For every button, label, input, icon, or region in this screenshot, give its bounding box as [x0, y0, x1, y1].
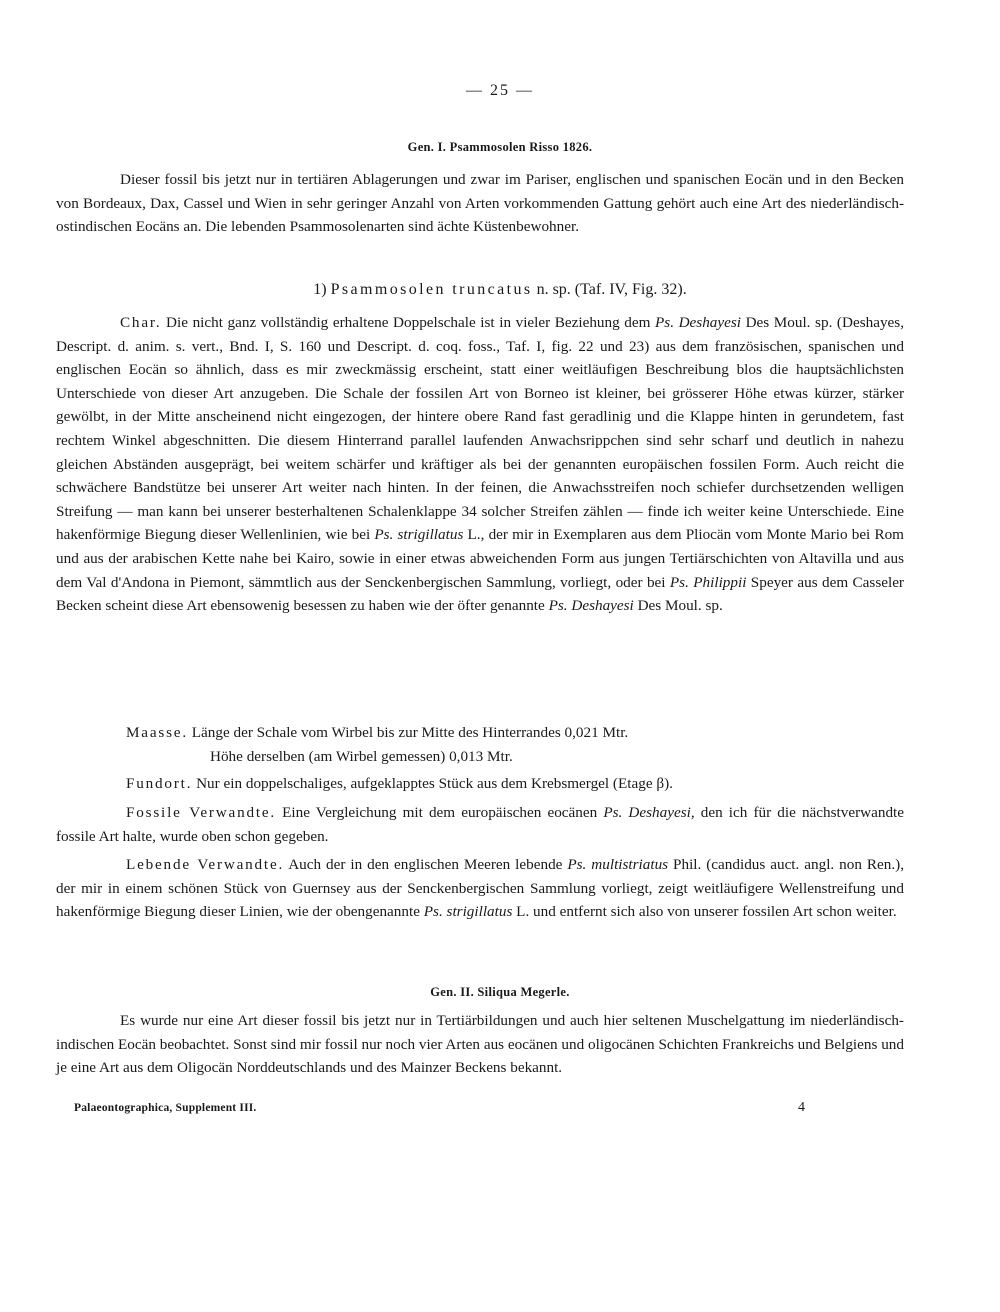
fundort-text: Nur ein doppelschaliges, aufgeklapptes Stück aus dem Krebsmergel (Etage β). [192, 775, 673, 792]
fundort-label: Fundort. [126, 775, 193, 792]
taxon-name: Ps. Deshayesi [603, 804, 691, 821]
taxon-name: Ps. strigillatus [374, 526, 464, 544]
species-author: n. sp. [536, 281, 571, 298]
fossile-verwandte-label: Fossile Verwandte. [126, 804, 277, 821]
text-run: Des Moul. sp. [633, 597, 723, 615]
maasse-height: Höhe derselben (am Wirbel gemessen) 0,013 Mtr. [210, 748, 513, 765]
species-number: 1) [313, 281, 327, 298]
maasse-label: Maasse. [126, 724, 188, 741]
taxon-name: Ps. Deshayesi [655, 314, 741, 331]
species-plate-reference: (Taf. IV, Fig. 32). [574, 281, 687, 298]
genus-heading-siliqua: Gen. II. Siliqua Megerle. [430, 985, 570, 999]
text-run: L., der mir in Exemplaren aus dem Pliocän vom Monte Mario bei Rom und aus der arabischen Kette nahe bei Kairo, sowie in einer etwas abweichenden Form aus jungen Tertiärschichten von Altavilla und aus dem Val d'Andona in Piemont, sämmtlich aus der Senckenbergischen Sammlung, vorliegt, oder bei [56, 526, 904, 591]
genus-heading-psammosolen: Gen. I. Psammosolen Risso 1826. [407, 140, 593, 154]
species-name: Psammosolen truncatus [330, 281, 533, 298]
text-run: L. und entfernt sich also von unserer fossilen Art schon weiter. [512, 903, 897, 921]
char-label: Char. [120, 314, 162, 331]
text-run: Auch der in den englischen Meeren lebende [284, 856, 568, 873]
siliqua-paragraph: Es wurde nur eine Art dieser fossil bis jetzt nur in Tertiärbildungen und auch hier seltenen Muschelgattung im niederländisch-indischen Eocän beobachtet. Sonst sind mir fossil nur noch vier Arten aus eocänen und oligocänen Schichten Frankreichs und Belgiens und je eine Art aus dem Oligocän Norddeutschlands und des Mainzer Beckens bekannt. [56, 1012, 904, 1077]
char-text [56, 314, 904, 614]
text-run: Die nicht ganz vollständig erhaltene Doppelschale ist in vieler Beziehung dem [161, 314, 656, 331]
footer-journal: Palaeontographica, Supplement III. [74, 1102, 257, 1114]
lebende-verwandte-label: Lebende Verwandte. [126, 856, 285, 873]
lebende-verwandte-paragraph [56, 853, 904, 924]
taxon-name: Ps. multistriatus [567, 856, 669, 873]
text-run: Speyer aus dem Casseler Becken scheint diese Art ebensowenig besessen zu haben wie der öfter genannte [56, 573, 904, 615]
text-run: Des Moul. sp. (Deshayes, Descript. d. anim. s. vert., Bnd. I, S. 160 und Descript. d. coq. foss., Taf. I, fig. 22 und 23) aus dem französischen, spanischen und englischen Eocän so ähnlich, dass es mir zweckmässig erscheint, statt einer weitläufigen Beschreibung blos die hauptsächlichsten Unterschiede von dieser Art anzugeben. Die Schale der fossilen Art von Borneo ist kleiner, bei grösserer Höhe etwas kürzer, stärker gewölbt, in der Mitte anscheinend nicht eingezogen, der hintere obere Rand fast geradlinig und die Klappe hinten in gerundetem, fast rechtem Winkel abgeschnitten. Die diesem Hinterrand parallel laufenden Anwachsrippchen sind sehr scharf und deutlich in nahezu gleichen Abständen ausgeprägt, bei weitem schärfer und kräftiger als bei der genannten europäischen fossilen Form. Auch reicht die schwächere Bandstütze bei unserer Art weiter nach hinten. In der feinen, die Anwachsstreifen noch schiefer durchsetzenden welligen Streifung — man kann bei unserer besterhaltenen Schalenklappe 34 solcher Streifen zählen — finde ich weiter keine Unterschiede. Eine hakenförmige Biegung dieser Wellenlinien, wie bei [56, 314, 904, 544]
page-number: — 25 — [466, 82, 534, 99]
fundort-paragraph [56, 772, 904, 796]
char-paragraph [56, 311, 904, 618]
intro-paragraph: Dieser fossil bis jetzt nur in tertiären Ablagerungen und zwar im Pariser, englischen und spanischen Eocän und in den Becken von Bordeaux, Dax, Cassel und Wien in sehr geringer Anzahl von Arten vorkommenden Gattung gehört auch eine Art des niederländisch-ostindischen Eocäns an. Die lebenden Psammosolenarten sind ächte Küstenbewohner. [56, 171, 904, 236]
maasse-line-1 [126, 722, 628, 744]
species-heading [0, 281, 1000, 299]
text-run: Phil. (candidus auct. angl. non Ren.), der mir in einem schönen Stück von Guernsey aus der Senckenbergischen Sammlung vorliegt, zeigt weitläufigere Wellenstreifung und hakenförmige Biegung dieser Linien, wie der obengenannte [56, 856, 904, 921]
text-run: Eine Vergleichung mit dem europäischen eocänen [276, 804, 604, 821]
maasse-length: Länge der Schale vom Wirbel bis zur Mitte des Hinterrandes 0,021 Mtr. [191, 724, 629, 741]
taxon-name: Ps. strigillatus [423, 903, 513, 921]
text-run: , den ich für die nächstverwandte fossile Art halte, wurde oben schon gegeben. [56, 804, 904, 845]
taxon-name: Ps. Deshayesi [548, 597, 634, 615]
taxon-name: Ps. Philippii [669, 573, 747, 591]
fossile-verwandte-paragraph [56, 801, 904, 848]
footer-sheet-number: 4 [798, 1100, 805, 1115]
